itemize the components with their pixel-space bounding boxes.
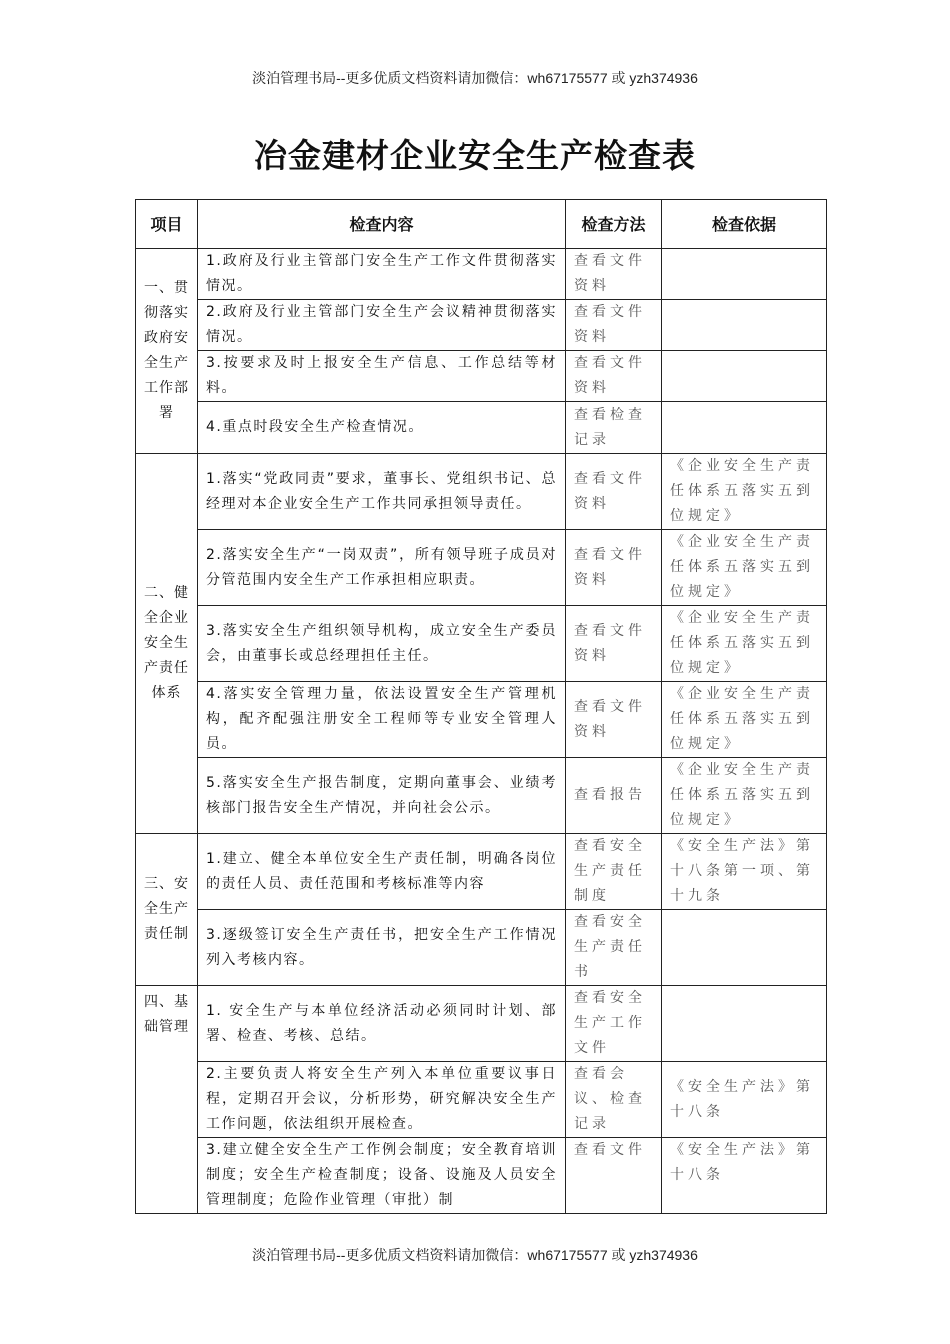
check-method: 查看文件资料 xyxy=(566,454,662,530)
table-row xyxy=(136,249,827,300)
table-row xyxy=(136,300,827,351)
check-content: 2.落实安全生产“一岗双责”，所有领导班子成员对分管范围内安全生产工作承担相应职责。 xyxy=(198,530,566,606)
check-method: 查看文件资料 xyxy=(566,530,662,606)
check-basis: 《企业安全生产责任体系五落实五到位规定》 xyxy=(662,454,827,530)
check-method: 查看文件资料 xyxy=(566,351,662,402)
check-content: 1. 安全生产与本单位经济活动必须同时计划、部署、检查、考核、总结。 xyxy=(198,986,566,1062)
check-method: 查看会议、检查记录 xyxy=(566,1062,662,1138)
section-label: 三、安全生产责任制 xyxy=(136,834,198,986)
table-row xyxy=(136,986,827,1062)
check-content: 3.落实安全生产组织领导机构，成立安全生产委员会，由董事长或总经理担任主任。 xyxy=(198,606,566,682)
table-row xyxy=(136,1138,827,1214)
check-content: 1.建立、健全本单位安全生产责任制，明确各岗位的责任人员、责任范围和考核标准等内容 xyxy=(198,834,566,910)
check-content: 2.政府及行业主管部门安全生产会议精神贯彻落实情况。 xyxy=(198,300,566,351)
document-title: 冶金建材企业安全生产检查表 xyxy=(254,136,696,175)
check-method: 查看文件资料 xyxy=(566,606,662,682)
check-content: 3.建立健全安全生产工作例会制度；安全教育培训制度；安全生产检查制度；设备、设施及人员安全管理制度；危险作业管理（审批）制 xyxy=(198,1138,566,1214)
column-header: 项目 xyxy=(136,200,198,249)
check-method: 查看检查记录 xyxy=(566,402,662,454)
table-header-row xyxy=(136,200,827,249)
check-content: 3.按要求及时上报安全生产信息、工作总结等材料。 xyxy=(198,351,566,402)
check-basis xyxy=(662,249,827,300)
check-basis: 《安全生产法》第十八条 xyxy=(662,1138,827,1214)
check-basis xyxy=(662,986,827,1062)
table-row xyxy=(136,530,827,606)
check-content: 3.逐级签订安全生产责任书，把安全生产工作情况列入考核内容。 xyxy=(198,910,566,986)
table-row xyxy=(136,454,827,530)
table-row xyxy=(136,606,827,682)
page-footer: 淡泊管理书局--更多优质文档资料请加微信：wh67175577 或 yzh374936 xyxy=(252,1247,698,1263)
table-row xyxy=(136,758,827,834)
check-basis: 《安全生产法》第十八条第一项、第十九条 xyxy=(662,834,827,910)
column-header: 检查内容 xyxy=(198,200,566,249)
check-basis: 《企业安全生产责任体系五落实五到位规定》 xyxy=(662,758,827,834)
check-basis: 《企业安全生产责任体系五落实五到位规定》 xyxy=(662,682,827,758)
section-label: 一、贯彻落实政府安全生产工作部署 xyxy=(136,249,198,454)
table-row xyxy=(136,682,827,758)
table-row xyxy=(136,910,827,986)
table-row xyxy=(136,834,827,910)
check-method: 查看安全生产责任制度 xyxy=(566,834,662,910)
table-row xyxy=(136,351,827,402)
check-basis: 《企业安全生产责任体系五落实五到位规定》 xyxy=(662,606,827,682)
check-method: 查看文件资料 xyxy=(566,682,662,758)
check-content: 1.落实“党政同责”要求，董事长、党组织书记、总经理对本企业安全生产工作共同承担领导责任。 xyxy=(198,454,566,530)
check-basis xyxy=(662,351,827,402)
check-method: 查看报告 xyxy=(566,758,662,834)
check-content: 2.主要负责人将安全生产列入本单位重要议事日程，定期召开会议，分析形势，研究解决安全生产工作问题，依法组织开展检查。 xyxy=(198,1062,566,1138)
check-basis: 《企业安全生产责任体系五落实五到位规定》 xyxy=(662,530,827,606)
column-header: 检查依据 xyxy=(662,200,827,249)
column-header: 检查方法 xyxy=(566,200,662,249)
page-header: 淡泊管理书局--更多优质文档资料请加微信：wh67175577 或 yzh374936 xyxy=(252,70,698,86)
check-basis xyxy=(662,300,827,351)
check-content: 4.重点时段安全生产检查情况。 xyxy=(198,402,566,454)
check-content: 4.落实安全管理力量，依法设置安全生产管理机构，配齐配强注册安全工程师等专业安全管理人员。 xyxy=(198,682,566,758)
check-basis: 《安全生产法》第十八条 xyxy=(662,1062,827,1138)
check-content: 1.政府及行业主管部门安全生产工作文件贯彻落实情况。 xyxy=(198,249,566,300)
check-content: 5.落实安全生产报告制度，定期向董事会、业绩考核部门报告安全生产情况，并向社会公示。 xyxy=(198,758,566,834)
check-method: 查看文件 xyxy=(566,1138,662,1214)
table-row xyxy=(136,1062,827,1138)
check-method: 查看文件资料 xyxy=(566,300,662,351)
check-method: 查看安全生产工作文件 xyxy=(566,986,662,1062)
table-row xyxy=(136,402,827,454)
check-method: 查看安全生产责任书 xyxy=(566,910,662,986)
section-label: 二、健全企业安全生产责任体系 xyxy=(136,454,198,834)
check-basis xyxy=(662,402,827,454)
section-label: 四、基础管理 xyxy=(136,986,198,1214)
check-basis xyxy=(662,910,827,986)
inspection-table xyxy=(135,199,827,1214)
check-method: 查看文件资料 xyxy=(566,249,662,300)
